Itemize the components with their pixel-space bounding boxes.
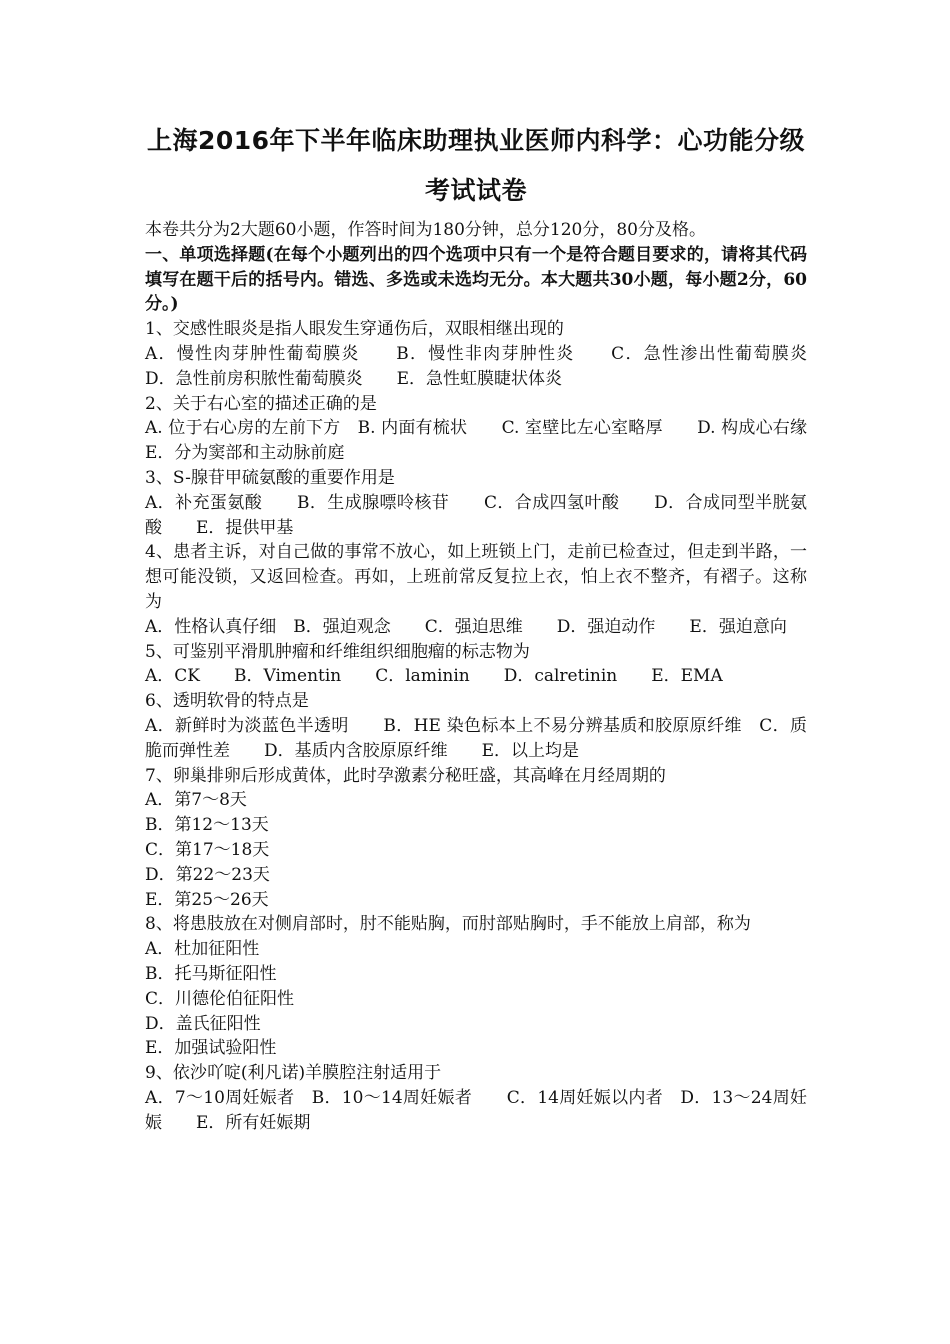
option-item: C．川德伦伯征阳性 <box>145 988 295 1009</box>
title-line-2: 考试试卷 <box>424 176 527 205</box>
document-page <box>145 116 841 1135</box>
question-options: A．慢性肉芽肿性葡萄膜炎 B．慢性非肉芽肿性炎 C．急性渗出性葡萄膜炎 D．急性前房积脓性葡萄膜炎 E．急性虹膜睫状体炎 <box>145 343 841 389</box>
question-stem: 1、交感性眼炎是指人眼发生穿通伤后，双眼相继出现的 <box>145 319 564 340</box>
question-stem: 9、依沙吖啶(利凡诺)羊膜腔注射适用于 <box>145 1063 442 1084</box>
question-stem: 8、将患肢放在对侧肩部时，肘不能贴胸，而肘部贴胸时，手不能放上肩部，称为 <box>145 914 751 935</box>
question-stem: 2、关于右心室的描述正确的是 <box>145 393 377 414</box>
question-stem: 6、透明软骨的特点是 <box>145 691 309 712</box>
section-heading: 一、单项选择题(在每个小题列出的四个选项中只有一个是符合题目要求的，请将其代码填写在题干后的括号内。错选、多选或未选均无分。本大题共30小题，每小题2分，60分。) <box>145 244 807 315</box>
option-item: B．托马斯征阳性 <box>145 963 277 984</box>
option-item: A．第7～8天 <box>145 790 247 811</box>
option-item: C．第17～18天 <box>145 839 270 860</box>
question-options: A. 位于右心房的左前下方 B. 内面有梳状 C. 室壁比左心室略厚 D. 构成心右缘 E．分为窦部和主动脉前庭 <box>145 418 841 464</box>
exam-intro: 本卷共分为2大题60小题，作答时间为180分钟，总分120分，80分及格。 <box>145 220 706 240</box>
question-options: A．7～10周妊娠者 B．10～14周妊娠者 C．14周妊娠以内者 D．13～24周妊娠 E．所有妊娠期 <box>145 1087 807 1133</box>
question-stem: 3、S-腺苷甲硫氨酸的重要作用是 <box>145 467 395 488</box>
option-item: A．杜加征阳性 <box>145 939 260 960</box>
title-line-1: 上海2016年下半年临床助理执业医师内科学：心功能分级 <box>146 126 806 155</box>
question-stem: 7、卵巢排卵后形成黄体，此时孕激素分秘旺盛，其高峰在月经周期的 <box>145 765 666 786</box>
option-item: E．加强试验阳性 <box>145 1038 277 1059</box>
option-item: B．第12～13天 <box>145 815 269 836</box>
document-title <box>145 116 807 216</box>
question-options: A．新鲜时为淡蓝色半透明 B．HE 染色标本上不易分辨基质和胶原原纤维 C．质脆而弹性差 D．基质内含胶原原纤维 E．以上均是 <box>145 715 807 761</box>
option-item: D．盖氏征阳性 <box>145 1013 261 1034</box>
question-stem: 4、患者主诉，对自己做的事常不放心，如上班锁上门，走前已检查过，但走到半路，一想可能没锁，又返回检查。再如，上班前常反复拉上衣，怕上衣不整齐，有褶子。这称为 <box>145 542 807 612</box>
question-options: A．CK B．Vimentin C．laminin D．calretinin E．EMA <box>145 666 723 687</box>
question-options: A．补充蛋氨酸 B．生成腺嘌呤核苷 C．合成四氢叶酸 D．合成同型半胱氨酸 E．提供甲基 <box>145 492 807 538</box>
option-item: E．第25～26天 <box>145 889 269 910</box>
question-stem: 5、可鉴别平滑肌肿瘤和纤维组织细胞瘤的标志物为 <box>145 641 530 662</box>
question-options: A．性格认真仔细 B．强迫观念 C．强迫思维 D．强迫动作 E．强迫意向 <box>145 616 787 637</box>
option-item: D．第22～23天 <box>145 864 270 885</box>
